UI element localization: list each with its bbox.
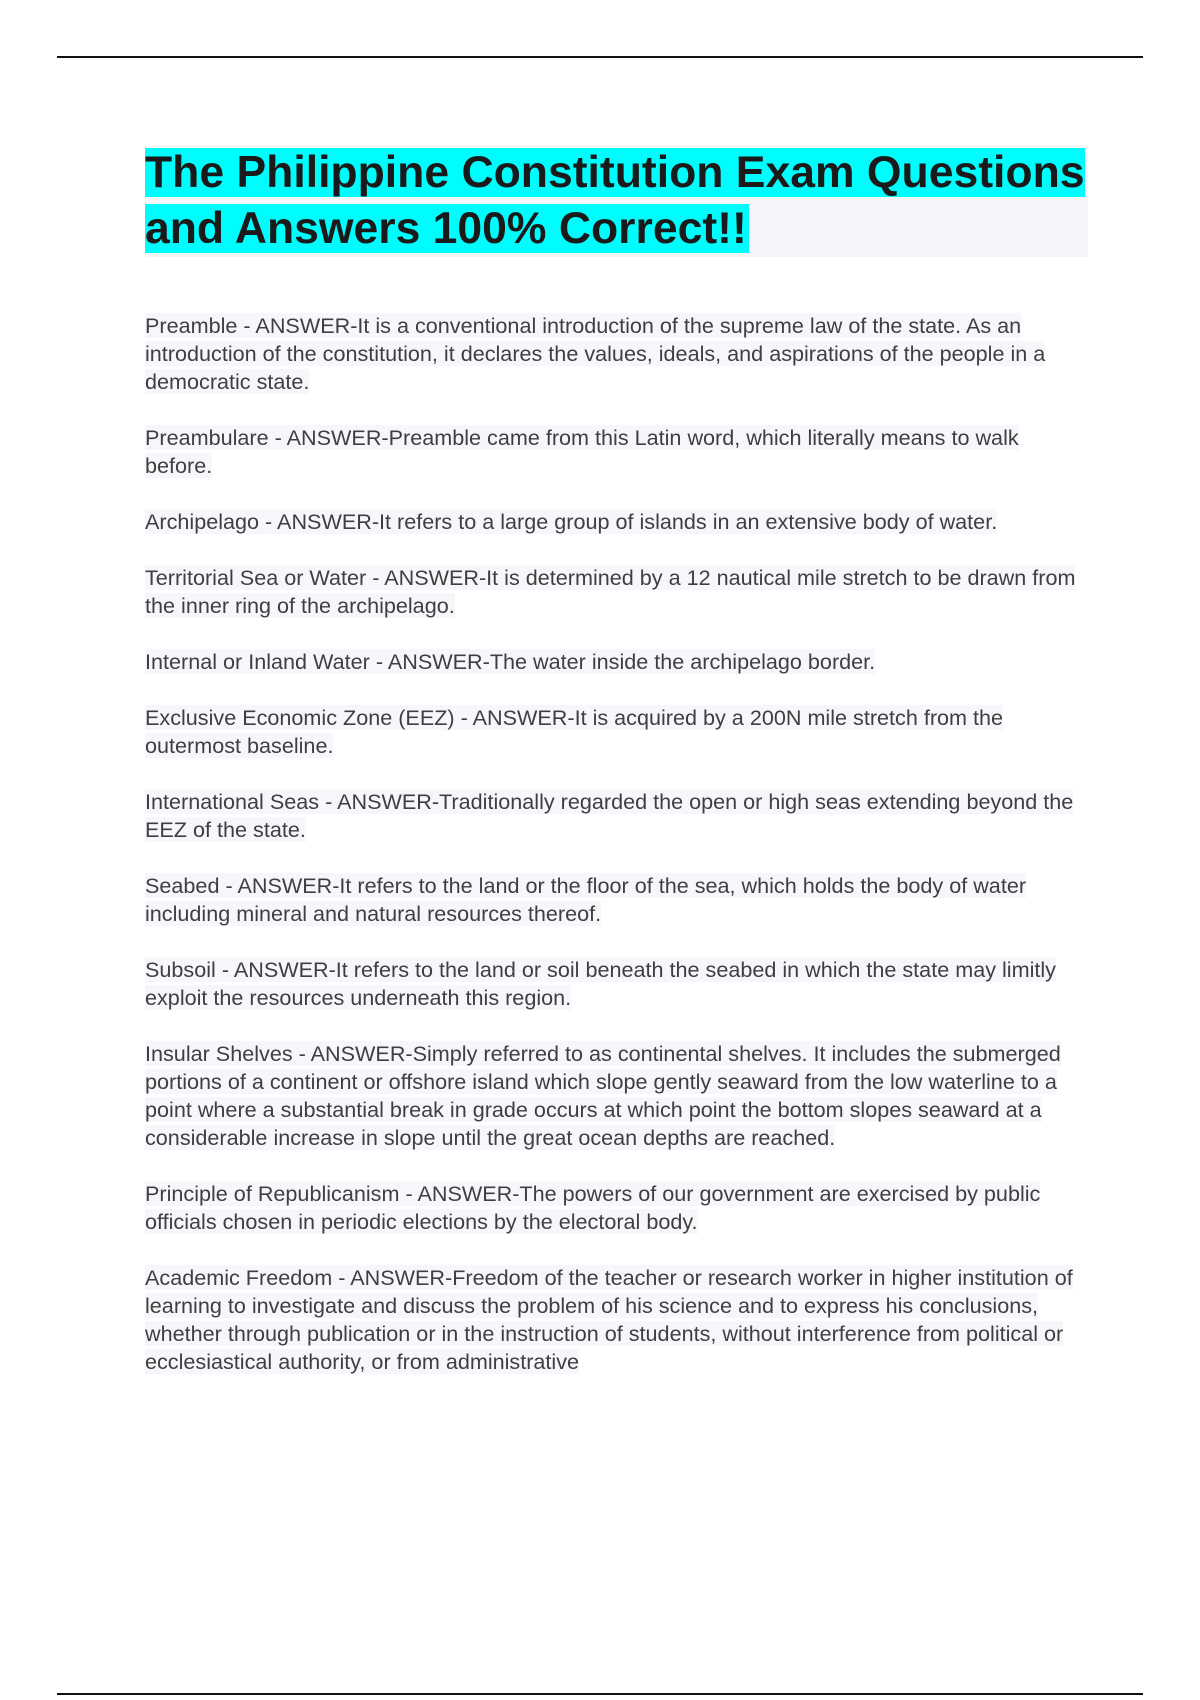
qa-answer: It is determined by a 12 nautical mile stretch to be drawn from the inner ring of the archipelago. (145, 565, 1076, 618)
qa-answer: The water inside the archipelago border. (489, 649, 876, 674)
qa-entry (145, 424, 1090, 480)
qa-term: Territorial Sea or Water (145, 565, 367, 590)
qa-entry (145, 956, 1090, 1012)
qa-term: Principle of Republicanism (145, 1181, 400, 1206)
qa-term: Internal or Inland Water (145, 649, 370, 674)
qa-entry (145, 1180, 1090, 1236)
qa-separator: - ANSWER- (332, 1265, 453, 1290)
qa-term: Preamble (145, 313, 238, 338)
qa-term: Academic Freedom (145, 1265, 333, 1290)
title-highlight: The Philippine Constitution Exam Questions and Answers 100% Correct!! (145, 148, 1085, 253)
qa-answer: It refers to a large group of islands in an extensive body of water. (379, 509, 998, 534)
qa-term: Seabed (145, 873, 220, 898)
qa-separator: - ANSWER- (366, 565, 487, 590)
qa-term: Subsoil (145, 957, 216, 982)
qa-entry (145, 564, 1090, 620)
qa-list (145, 312, 1090, 1404)
qa-answer: Preamble came from this Latin word, which literally means to walk before. (145, 425, 1019, 478)
qa-separator: - ANSWER- (237, 313, 358, 338)
qa-entry (145, 1040, 1090, 1152)
qa-answer: Freedom of the teacher or research worker in higher institution of learning to investigate and discuss the problem of his science and to express his conclusions, whether through publication or in the instruction of students, without interference from political or ecclesiastical authority, or from administrative (145, 1265, 1073, 1374)
title-block (145, 145, 1088, 257)
qa-term: Archipelago (145, 509, 260, 534)
qa-term: Preambulare (145, 425, 269, 450)
qa-answer: It is acquired by a 200N mile stretch from the outermost baseline. (145, 705, 1004, 758)
qa-separator: - ANSWER- (369, 649, 490, 674)
qa-entry (145, 508, 1090, 536)
qa-separator: - ANSWER- (292, 1041, 413, 1066)
qa-entry (145, 788, 1090, 844)
qa-separator: - ANSWER- (454, 705, 575, 730)
qa-separator: - ANSWER- (259, 509, 380, 534)
qa-term: Insular Shelves (145, 1041, 293, 1066)
qa-answer: It is a conventional introduction of the supreme law of the state. As an introduction of the constitution, it declares the values, ideals, and aspirations of the people in a democratic state. (145, 313, 1046, 394)
qa-separator: - ANSWER- (319, 789, 440, 814)
qa-answer: Traditionally regarded the open or high seas extending beyond the EEZ of the state. (145, 789, 1074, 842)
qa-answer: Simply referred to as continental shelves. It includes the submerged portions of a continent or offshore island which slope gently seaward from the low waterline to a point where a substantial break in grade occurs at which point the bottom slopes seaward at a considerable increase in slope until the great ocean depths are reached. (145, 1041, 1061, 1150)
qa-separator: - ANSWER- (399, 1181, 520, 1206)
qa-answer: The powers of our government are exercised by public officials chosen in periodic elections by the electoral body. (145, 1181, 1041, 1234)
qa-entry (145, 704, 1090, 760)
qa-separator: - ANSWER- (215, 957, 336, 982)
bottom-rule (57, 1693, 1143, 1695)
qa-entry (145, 648, 1090, 676)
qa-separator: - ANSWER- (219, 873, 340, 898)
qa-answer: It refers to the land or soil beneath the seabed in which the state may limitly exploit the resources underneath this region. (145, 957, 1056, 1010)
top-rule (57, 56, 1143, 58)
qa-answer: It refers to the land or the floor of the sea, which holds the body of water including mineral and natural resources thereof. (145, 873, 1027, 926)
qa-entry (145, 1264, 1090, 1376)
qa-term: Exclusive Economic Zone (EEZ) (145, 705, 455, 730)
qa-separator: - ANSWER- (268, 425, 389, 450)
qa-entry (145, 872, 1090, 928)
document-title (145, 145, 1088, 257)
qa-entry (145, 312, 1090, 396)
qa-term: International Seas (145, 789, 320, 814)
